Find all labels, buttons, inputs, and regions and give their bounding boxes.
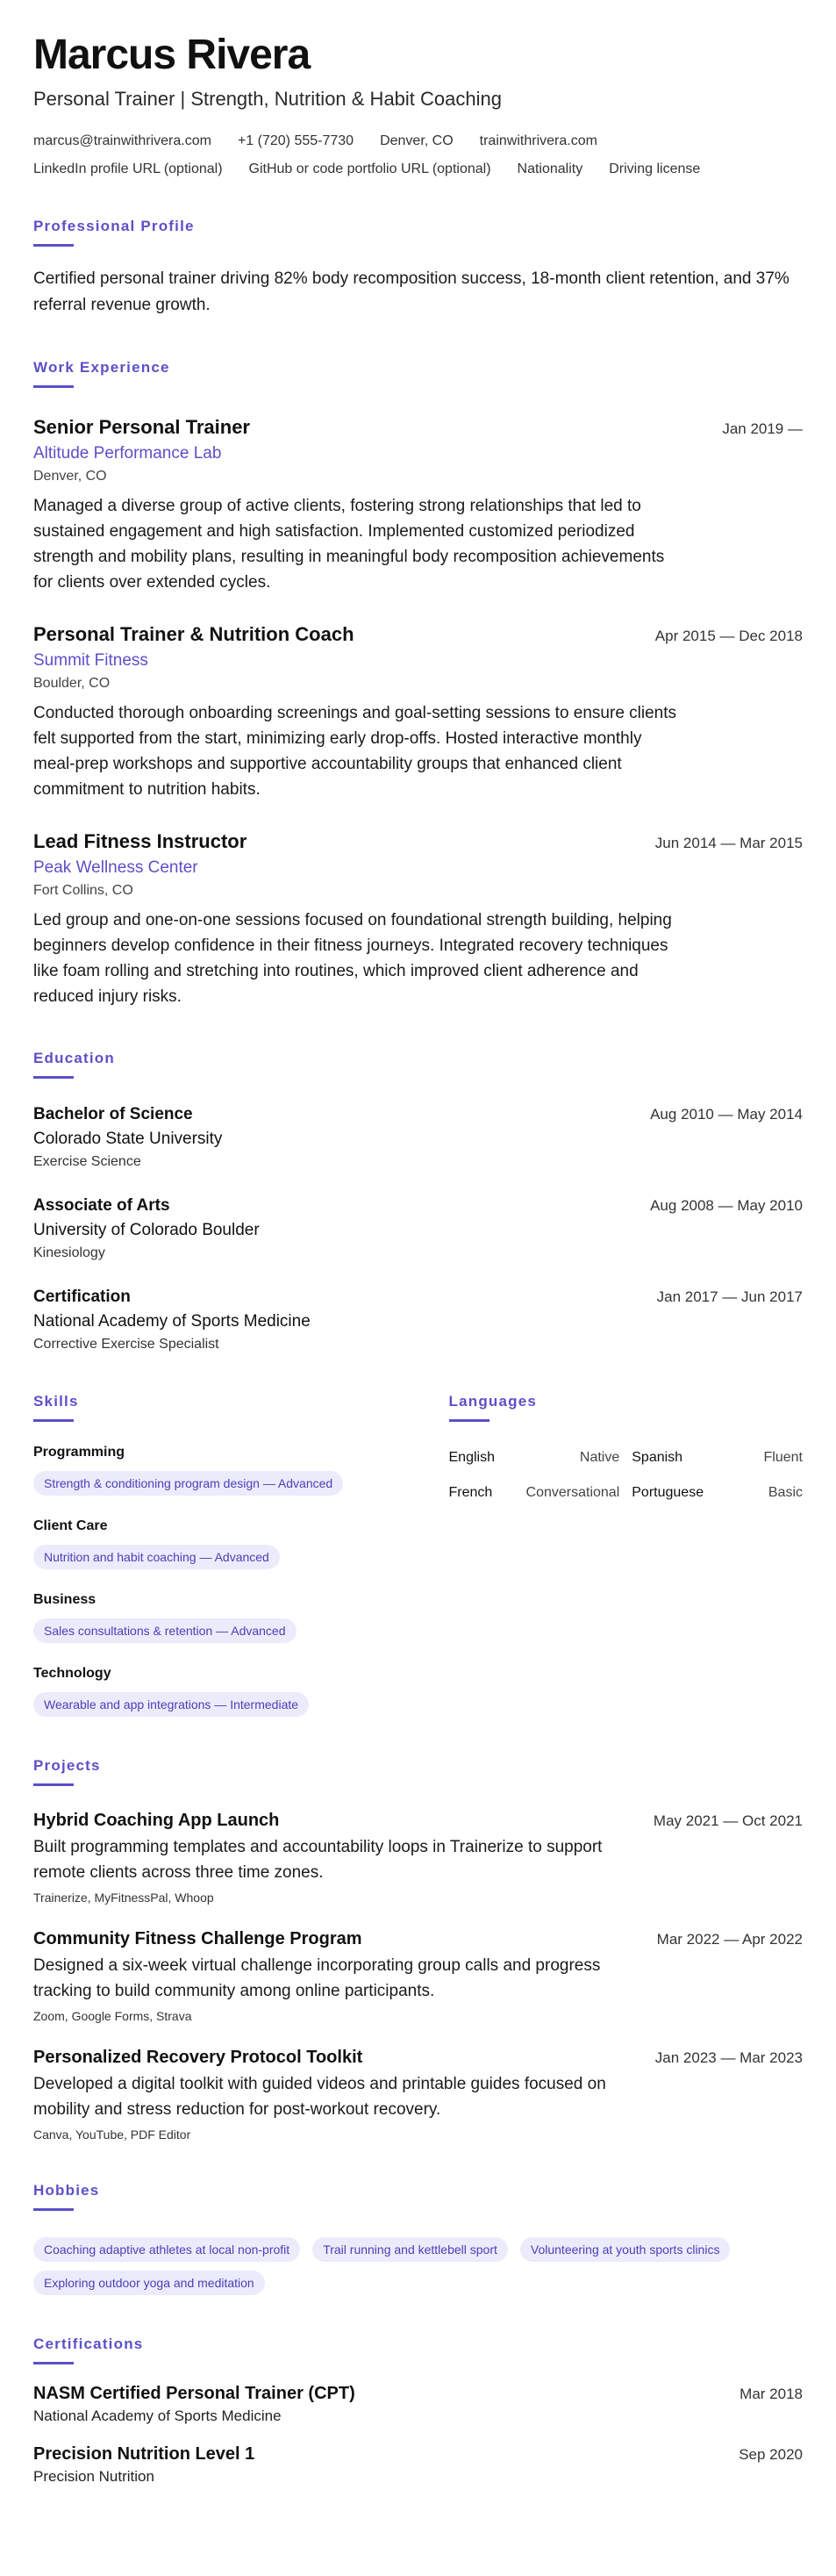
language-item bbox=[449, 1450, 620, 1466]
job-description: Managed a diverse group of active clients, fostering strong relationships that led to sustained engagement and high satisfaction. Implemented customized periodized strength and mobility plans, resulting in meaningful body recomposition achievements for clients over extended cycles. bbox=[33, 497, 665, 592]
section-title-languages: Languages bbox=[448, 1393, 538, 1410]
education-degree: Certification bbox=[33, 1288, 131, 1306]
project-title: Hybrid Coaching App Launch bbox=[33, 1811, 280, 1830]
project-entry bbox=[33, 1811, 803, 1905]
job-title: Personal Trainer & Nutrition Coach bbox=[33, 623, 354, 645]
language-item bbox=[449, 1485, 620, 1501]
section-rule bbox=[33, 2208, 74, 2211]
project-date: Jan 2023 — Mar 2023 bbox=[654, 2049, 803, 2066]
section-rule bbox=[449, 1419, 489, 1422]
certification-title: NASM Certified Personal Trainer (CPT) bbox=[33, 2384, 355, 2403]
section-title-projects: Projects bbox=[33, 1757, 101, 1774]
resume-header bbox=[33, 32, 803, 177]
job-date: Jan 2019 — bbox=[722, 420, 803, 437]
skill-category: Technology bbox=[33, 1666, 111, 1681]
skill-tag: Strength & conditioning program design — Advanced bbox=[33, 1471, 343, 1496]
skill-group bbox=[33, 1592, 388, 1643]
project-tools: Zoom, Google Forms, Strava bbox=[33, 2009, 192, 2023]
candidate-name: Marcus Rivera bbox=[33, 32, 311, 78]
language-level: Basic bbox=[768, 1485, 803, 1500]
project-date: Mar 2022 — Apr 2022 bbox=[656, 1931, 803, 1948]
certification-entry bbox=[33, 2444, 803, 2486]
job-title: Senior Personal Trainer bbox=[33, 416, 250, 438]
contact-website[interactable]: trainwithrivera.com bbox=[479, 133, 597, 148]
education-field: Kinesiology bbox=[33, 1245, 105, 1260]
language-item bbox=[632, 1485, 803, 1501]
job-location: Denver, CO bbox=[33, 469, 107, 484]
contact-driving-license: Driving license bbox=[609, 161, 701, 176]
contact-github[interactable]: GitHub or code portfolio URL (optional) bbox=[248, 161, 491, 176]
language-name: Spanish bbox=[632, 1450, 683, 1465]
job-company: Altitude Performance Lab bbox=[33, 444, 222, 463]
section-title-certifications: Certifications bbox=[33, 2336, 144, 2352]
section-rule bbox=[33, 1419, 74, 1422]
certification-issuer: National Academy of Sports Medicine bbox=[33, 2407, 282, 2424]
education-field: Corrective Exercise Specialist bbox=[33, 1337, 219, 1352]
certification-date: Mar 2018 bbox=[740, 2386, 803, 2402]
education-school: University of Colorado Boulder bbox=[33, 1221, 260, 1239]
hobby-tag: Coaching adaptive athletes at local non-profit bbox=[33, 2237, 300, 2262]
education-entry bbox=[33, 1196, 803, 1261]
skill-group bbox=[33, 1666, 388, 1717]
certifications-section bbox=[33, 2336, 803, 2486]
project-title: Community Fitness Challenge Program bbox=[33, 1929, 362, 1948]
skill-category: Client Care bbox=[33, 1518, 108, 1533]
section-title-hobbies: Hobbies bbox=[33, 2182, 100, 2199]
skill-category: Business bbox=[33, 1592, 96, 1607]
section-title-education: Education bbox=[33, 1050, 115, 1066]
project-entry bbox=[33, 1929, 803, 2023]
language-level: Native bbox=[579, 1450, 620, 1465]
job-date: Apr 2015 — Dec 2018 bbox=[654, 628, 803, 644]
section-rule bbox=[33, 1783, 74, 1786]
contact-linkedin[interactable]: LinkedIn profile URL (optional) bbox=[33, 161, 223, 176]
project-tools: Trainerize, MyFitnessPal, Whoop bbox=[33, 1891, 214, 1905]
language-item bbox=[632, 1450, 803, 1466]
job-entry bbox=[33, 829, 803, 1009]
skill-tag: Sales consultations & retention — Advanced bbox=[33, 1618, 297, 1643]
education-degree: Bachelor of Science bbox=[33, 1105, 193, 1123]
projects-section bbox=[33, 1757, 803, 2142]
contact-row bbox=[33, 133, 803, 149]
hobbies-list bbox=[33, 2228, 803, 2295]
language-name: Portuguese bbox=[632, 1485, 704, 1500]
language-name: French bbox=[448, 1485, 493, 1500]
skill-group bbox=[33, 1518, 388, 1569]
hobby-tag: Trail running and kettlebell sport bbox=[312, 2237, 508, 2262]
certification-date: Sep 2020 bbox=[739, 2446, 803, 2463]
skills-column bbox=[33, 1393, 388, 1717]
certification-issuer: Precision Nutrition bbox=[33, 2468, 154, 2485]
education-entry bbox=[33, 1288, 803, 1353]
contact-email[interactable]: marcus@trainwithrivera.com bbox=[33, 133, 211, 148]
experience-section bbox=[33, 359, 803, 1009]
job-company: Summit Fitness bbox=[33, 651, 148, 670]
candidate-headline: Personal Trainer | Strength, Nutrition & Habit Coaching bbox=[33, 88, 502, 110]
skill-tag: Wearable and app integrations — Intermediate bbox=[33, 1692, 309, 1717]
contact-extras-row bbox=[33, 161, 803, 177]
job-date: Jun 2014 — Mar 2015 bbox=[654, 835, 803, 851]
project-entry bbox=[33, 2048, 803, 2142]
skills-languages-section bbox=[33, 1393, 803, 1717]
project-date: May 2021 — Oct 2021 bbox=[653, 1812, 803, 1829]
job-description: Conducted thorough onboarding screenings and goal-setting sessions to ensure clients felt supported from the start, minimizing early drop-offs. Hosted interactive monthly meal-prep workshops and supportive accountability groups that enhanced client commitment to nutrition habits. bbox=[33, 704, 677, 799]
education-date: Jan 2017 — Jun 2017 bbox=[656, 1288, 803, 1305]
education-school: Colorado State University bbox=[33, 1130, 223, 1148]
job-entry bbox=[33, 621, 803, 802]
certification-entry bbox=[33, 2384, 803, 2425]
education-section bbox=[33, 1050, 803, 1353]
project-tools: Canva, YouTube, PDF Editor bbox=[33, 2128, 191, 2142]
skill-category: Programming bbox=[33, 1445, 125, 1460]
contact-location: Denver, CO bbox=[380, 133, 454, 148]
education-school: National Academy of Sports Medicine bbox=[33, 1312, 311, 1331]
languages-grid bbox=[449, 1450, 804, 1501]
job-company: Peak Wellness Center bbox=[33, 858, 198, 877]
contact-phone[interactable]: +1 (720) 555-7730 bbox=[237, 133, 354, 148]
language-level: Fluent bbox=[763, 1450, 803, 1465]
language-level: Conversational bbox=[525, 1485, 620, 1500]
project-title: Personalized Recovery Protocol Toolkit bbox=[33, 2048, 363, 2067]
section-rule bbox=[33, 1076, 74, 1079]
project-description: Developed a digital toolkit with guided videos and printable guides focused on mobility and stress reduction for post-workout recovery. bbox=[33, 2075, 606, 2119]
section-title-experience: Work Experience bbox=[33, 359, 170, 376]
job-title: Lead Fitness Instructor bbox=[33, 830, 247, 852]
profile-summary: Certified personal trainer driving 82% body recomposition success, 18-month client retention, and 37% referral revenue growth. bbox=[33, 269, 790, 314]
job-description: Led group and one-on-one sessions focused on foundational strength building, helping beginners develop confidence in their fitness journeys. Integrated recovery techniques like foam rolling and stretching into routines, which improved client adherence and reduced injury risks. bbox=[33, 911, 672, 1006]
job-entry bbox=[33, 414, 803, 595]
project-description: Designed a six-week virtual challenge incorporating group calls and progress tracking to build community among online participants. bbox=[33, 1956, 601, 2000]
job-location: Boulder, CO bbox=[33, 676, 111, 691]
skill-tag: Nutrition and habit coaching — Advanced bbox=[33, 1545, 280, 1569]
education-entry bbox=[33, 1105, 803, 1170]
section-rule bbox=[33, 385, 74, 388]
job-location: Fort Collins, CO bbox=[33, 883, 133, 898]
education-field: Exercise Science bbox=[33, 1154, 141, 1169]
project-description: Built programming templates and accountability loops in Trainerize to support remote clients across three time zones. bbox=[33, 1838, 603, 1882]
hobby-tag: Volunteering at youth sports clinics bbox=[520, 2237, 731, 2262]
education-date: Aug 2010 — May 2014 bbox=[650, 1106, 803, 1123]
section-title-skills: Skills bbox=[33, 1393, 79, 1410]
certification-title: Precision Nutrition Level 1 bbox=[33, 2444, 255, 2464]
education-date: Aug 2008 — May 2010 bbox=[650, 1197, 803, 1214]
contact-nationality: Nationality bbox=[517, 161, 583, 176]
section-rule bbox=[33, 2362, 74, 2364]
hobbies-section bbox=[33, 2182, 803, 2295]
profile-section bbox=[33, 218, 803, 319]
section-rule bbox=[33, 244, 74, 247]
hobby-tag: Exploring outdoor yoga and meditation bbox=[33, 2271, 265, 2295]
skill-group bbox=[33, 1445, 388, 1496]
language-name: English bbox=[448, 1450, 495, 1465]
education-degree: Associate of Arts bbox=[33, 1196, 170, 1215]
section-title-profile: Professional Profile bbox=[33, 218, 195, 234]
languages-column bbox=[449, 1393, 804, 1717]
